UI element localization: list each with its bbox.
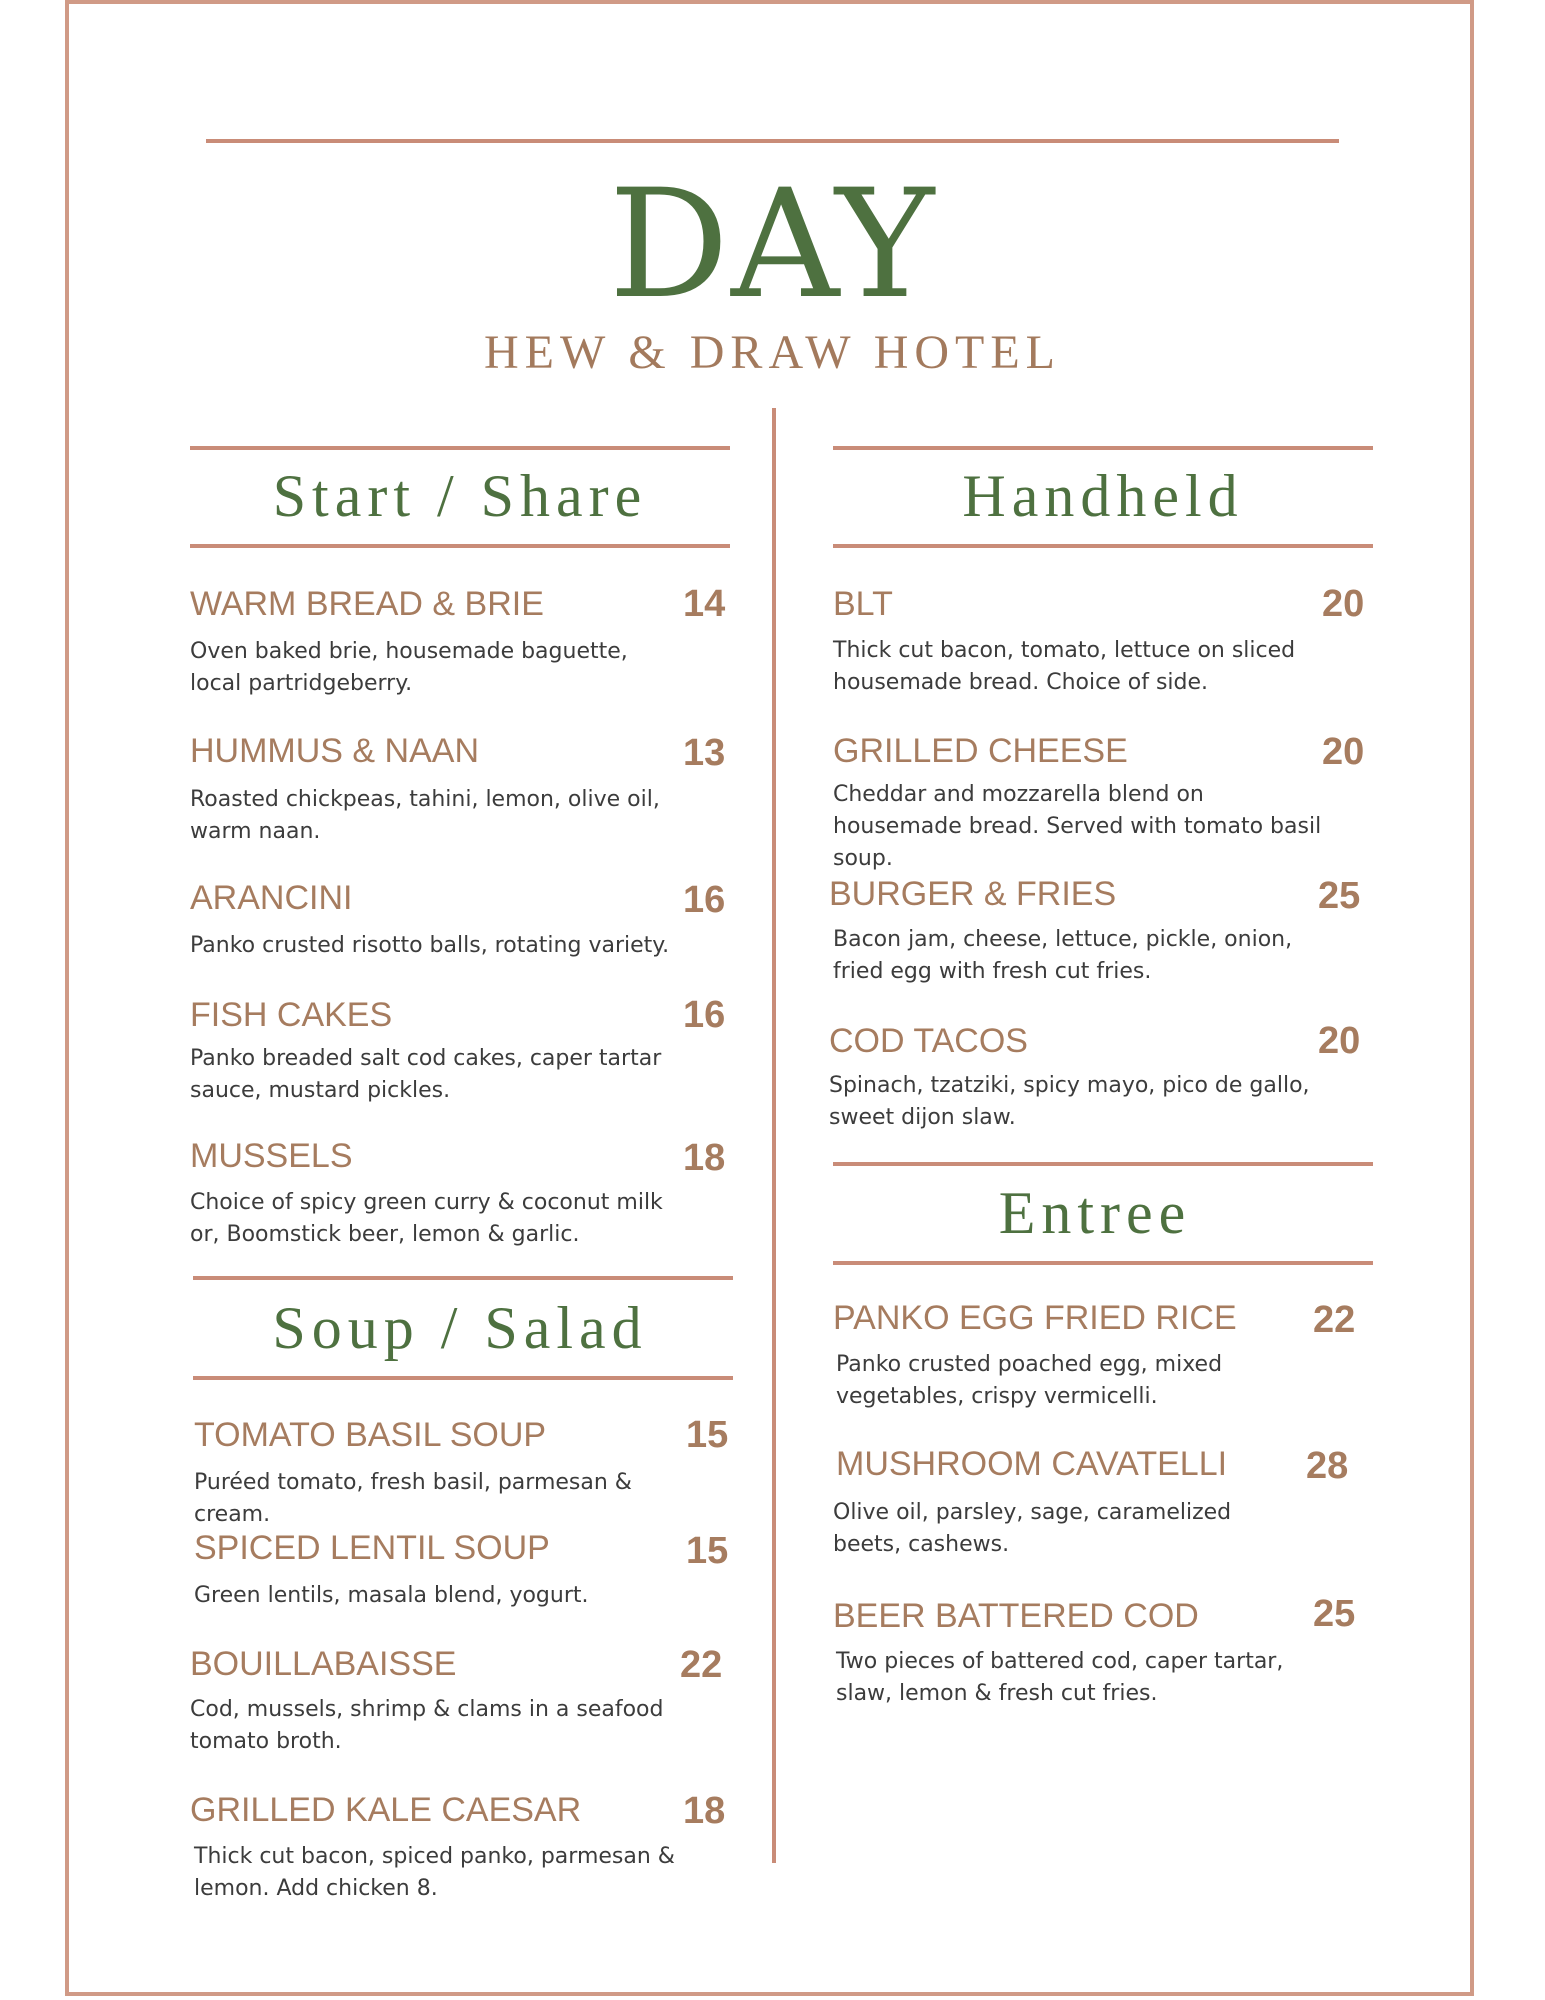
section-rule <box>833 1162 1373 1166</box>
section-rule <box>833 544 1373 548</box>
item-price: 18 <box>683 1790 726 1832</box>
item-description: Panko crusted poached egg, mixed vegetables, crispy vermicelli. <box>836 1352 1223 1409</box>
item-name: TOMATO BASIL SOUP <box>194 1416 547 1454</box>
section-rule <box>833 1261 1373 1265</box>
section-rule <box>190 544 730 548</box>
item-name: MUSSELS <box>190 1137 353 1175</box>
item-description: Green lentils, masala blend, yogurt. <box>194 1583 589 1608</box>
item-price: 28 <box>1306 1445 1349 1487</box>
section-rule <box>193 1376 733 1380</box>
item-price: 15 <box>686 1530 729 1572</box>
menu-title: DAY <box>608 158 937 332</box>
item-name: HUMMUS & NAAN <box>190 732 480 770</box>
item-price: 15 <box>686 1414 729 1456</box>
item-description: Cheddar and mozzarella blend on housemade bread. Served with tomato basil soup. <box>833 782 1322 871</box>
section-rule <box>190 446 730 450</box>
item-name: COD TACOS <box>829 1022 1028 1060</box>
item-description: Thick cut bacon, spiced panko, parmesan & lemon. Add chicken 8. <box>194 1844 675 1901</box>
item-name: GRILLED KALE CAESAR <box>190 1791 582 1829</box>
item-price: 25 <box>1318 875 1361 917</box>
item-name: BURGER & FRIES <box>829 875 1117 913</box>
section-title-entree: Entree <box>998 1180 1192 1246</box>
item-description: Thick cut bacon, tomato, lettuce on sliced housemade bread. Choice of side. <box>833 638 1296 695</box>
section-rule <box>833 446 1373 450</box>
item-description: Roasted chickpeas, tahini, lemon, olive oil, warm naan. <box>190 787 660 844</box>
item-price: 22 <box>1313 1299 1356 1341</box>
item-description: Two pieces of battered cod, caper tartar, slaw, lemon & fresh cut fries. <box>836 1649 1284 1706</box>
section-title-start-share: Start / Share <box>272 463 648 529</box>
item-name: BOUILLABAISSE <box>190 1645 457 1683</box>
item-price: 16 <box>683 994 726 1036</box>
column-divider <box>772 408 776 1863</box>
item-name: GRILLED CHEESE <box>833 732 1128 770</box>
item-price: 18 <box>683 1137 726 1179</box>
item-name: WARM BREAD & BRIE <box>190 585 544 623</box>
item-name: MUSHROOM CAVATELLI <box>836 1445 1228 1483</box>
item-description: Choice of spicy green curry & coconut milk or, Boomstick beer, lemon & garlic. <box>190 1190 663 1247</box>
section-title-handheld: Handheld <box>962 463 1244 529</box>
section-title-soup-salad: Soup / Salad <box>272 1295 648 1361</box>
item-price: 20 <box>1322 583 1365 625</box>
item-description: Cod, mussels, shrimp & clams in a seafood tomato broth. <box>190 1697 664 1754</box>
item-description: Panko crusted risotto balls, rotating variety. <box>190 933 670 958</box>
item-name: BEER BATTERED COD <box>833 1597 1199 1635</box>
item-price: 20 <box>1318 1020 1361 1062</box>
item-description: Oven baked brie, housemade baguette, local partridgeberry. <box>190 639 628 696</box>
item-description: Bacon jam, cheese, lettuce, pickle, onion, fried egg with fresh cut fries. <box>833 927 1293 984</box>
item-price: 25 <box>1313 1593 1356 1635</box>
item-name: BLT <box>833 585 893 623</box>
item-description: Spinach, tzatziki, spicy mayo, pico de gallo, sweet dijon slaw. <box>829 1073 1310 1130</box>
item-name: PANKO EGG FRIED RICE <box>833 1299 1237 1337</box>
item-description: Panko breaded salt cod cakes, caper tartar sauce, mustard pickles. <box>190 1046 662 1103</box>
item-name: SPICED LENTIL SOUP <box>194 1529 550 1567</box>
item-description: Olive oil, parsley, sage, caramelized beets, cashews. <box>833 1500 1232 1557</box>
item-price: 13 <box>683 732 726 774</box>
item-price: 14 <box>683 583 726 625</box>
item-description: Puréed tomato, fresh basil, parmesan & cream. <box>194 1470 632 1527</box>
item-price: 22 <box>680 1644 723 1686</box>
section-rule <box>193 1276 733 1280</box>
hotel-name: HEW & DRAW HOTEL <box>484 326 1061 379</box>
item-price: 20 <box>1322 731 1365 773</box>
header-rule <box>206 139 1339 143</box>
item-name: ARANCINI <box>190 879 353 917</box>
item-price: 16 <box>683 879 726 921</box>
item-name: FISH CAKES <box>190 996 393 1034</box>
